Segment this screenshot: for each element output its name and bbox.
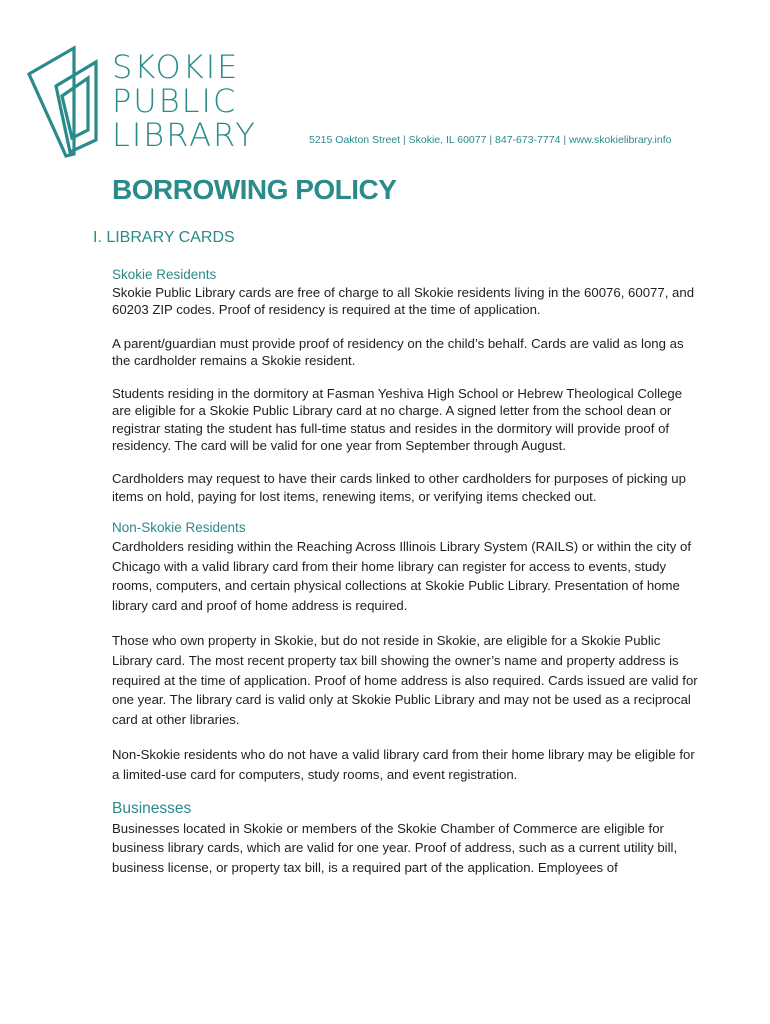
paragraph: Non-Skokie residents who do not have a valid library card from their home library may be eligible for a limited-use card for computers, study rooms, and event registration. [112,747,695,782]
paragraph: A parent/guardian must provide proof of residency on the child’s behalf. Cards are valid as long as the cardholder remains a Skokie resident. [112,335,684,368]
paragraph: Skokie Public Library cards are free of charge to all Skokie residents living in the 60076, 60077, and 60203 ZIP codes. Proof of residency is required at the time of application. [112,285,695,318]
subheading-skokie-residents: Skokie Residents [112,267,217,282]
library-logo-icon [26,44,106,160]
logo-line-1: SKOKIE [112,48,240,86]
paragraph: Cardholders may request to have their cards linked to other cardholders for purposes of picking up items on hold, paying for lost items, renewing items, or verifying items checked out. [112,471,686,504]
paragraph: Businesses located in Skokie or members of the Skokie Chamber of Commerce are eligible for business library cards, which are valid for one year. Proof of address, such as a current utility bill, business license, or property tax bill, is a required part of the application. Employees of [112,820,678,875]
page-title: BORROWING POLICY [112,174,397,205]
logo-line-2: PUBLIC [112,82,238,120]
paragraph: Cardholders residing within the Reaching Across Illinois Library System (RAILS) or within the city of Chicago with a valid library card from their home library can register for access to events, study rooms, computers, and certain physical collections at Skokie Public Library. Presentation of home library card and proof of home address is required. [112,538,692,613]
logo-line-3: LIBRARY [112,116,257,154]
library-logo-wordmark [112,50,257,152]
paragraph: Students residing in the dormitory at Fasman Yeshiva High School or Hebrew Theological College are eligible for a Skokie Public Library card at no charge. A signed letter from the school dean or registrar stating the student has full-time status and resides in the dormitory will provide proof of residency. The card will be valid for one year from September through August. [112,386,683,454]
paragraph: Those who own property in Skokie, but do not reside in Skokie, are eligible for a Skokie Public Library card. The most recent property tax bill showing the owner’s name and property address is required at the time of application. Proof of home address is also required. Cards issued are valid for one year. The library card is valid only at Skokie Public Library and may not be used as a reciprocal card at other libraries. [112,633,698,727]
subheading-businesses: Businesses [112,799,192,817]
document-body [112,266,702,877]
library-address: 5215 Oakton Street | Skokie, IL 60077 | 847-673-7774 | www.skokielibrary.info [309,134,672,146]
subheading-non-skokie-residents: Non-Skokie Residents [112,519,246,535]
section-heading-library-cards: I. LIBRARY CARDS [93,229,235,246]
